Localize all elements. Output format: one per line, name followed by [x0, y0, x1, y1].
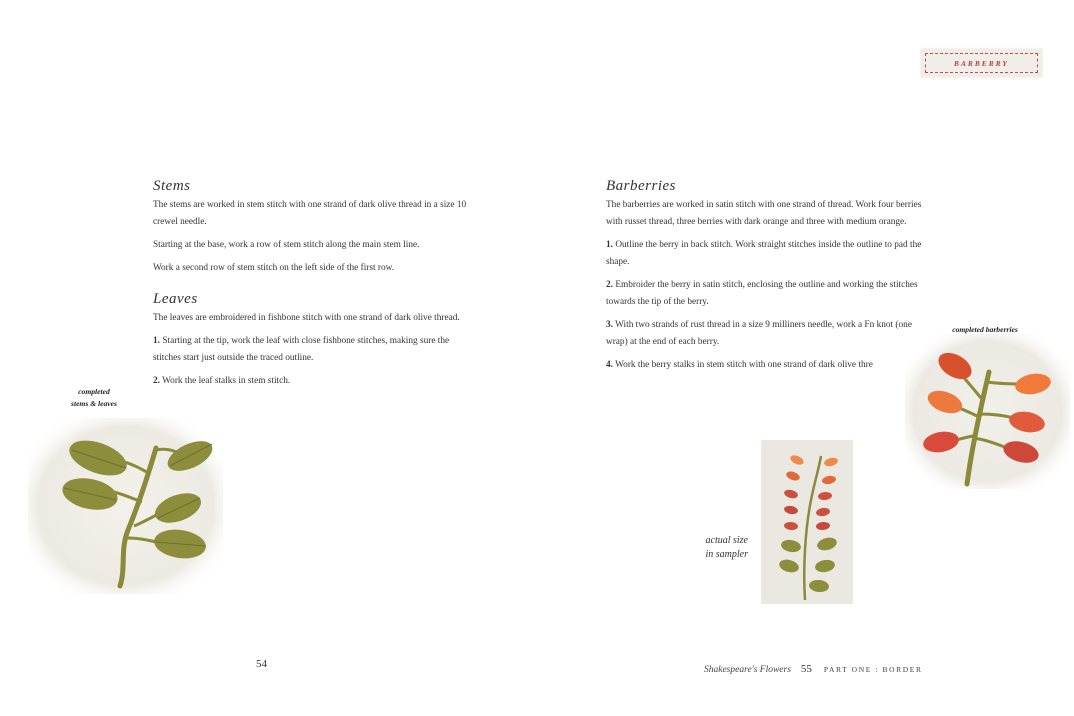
stems-heading: Stems	[153, 178, 191, 194]
sampler-berry	[783, 505, 798, 515]
barberries-step-2	[606, 277, 928, 311]
sampler-leaf	[780, 538, 802, 553]
caption-completed-barberries: completed barberries	[952, 325, 1018, 334]
leaves-step-2-text: Work the leaf stalks in stem stitch.	[162, 376, 291, 386]
footer-part-label: PART ONE : BORDER	[823, 665, 923, 674]
sampler-berry	[785, 470, 801, 482]
sampler-berry	[821, 475, 836, 485]
stems-paragraph-1: The stems are worked in stem stitch with one strand of dark olive thread in a size 10 crewel needle.	[153, 200, 467, 227]
sampler-berry	[783, 488, 799, 499]
barberries-step-2-text: Embroider the berry in satin stitch, enclosing the outline and working the stitches towards the tip of the berry.	[606, 280, 918, 307]
stems-leaves-embroidery-image	[28, 418, 223, 594]
barberries-paragraph-1: The barberries are worked in satin stitch with one strand of thread. Work four berries with russet thread, three berries with dark orange and three with medium orange.	[606, 200, 922, 227]
right-column	[606, 178, 928, 380]
caption-actual-size-line2: in sampler	[705, 549, 748, 560]
sampler-berry	[823, 456, 839, 467]
barberries-step-1-text: Outline the berry in back stitch. Work straight stitches inside the outline to pad the shape.	[606, 240, 922, 267]
right-footer	[704, 659, 923, 677]
sampler-berry	[789, 453, 805, 466]
barberries-step-4-text: Work the berry stalks in stem stitch with one strand of dark olive thre	[615, 360, 873, 370]
sampler-leaf	[809, 579, 830, 593]
leaves-step-1	[153, 333, 471, 367]
sampler-berry	[816, 507, 831, 517]
barberries-step-3-number: 3.	[606, 320, 613, 330]
barberries-step-3	[606, 317, 928, 351]
stems-leaves-illustration	[28, 418, 223, 594]
leaves-step-1-number: 1.	[153, 336, 160, 346]
sampler-leaf	[816, 536, 838, 553]
leaves-step-2-number: 2.	[153, 376, 160, 386]
sampler-berry	[784, 521, 799, 530]
caption-stems-leaves	[44, 386, 144, 410]
sampler-leaf	[814, 558, 836, 573]
barberries-step-4-number: 4.	[606, 360, 613, 370]
sampler-berry	[816, 521, 831, 530]
barberries-step-3-text: With two strands of rust thread in a size 9 milliners needle, work a Fn knot (one wrap) at the end of each berry.	[606, 320, 912, 347]
caption-actual-size	[690, 534, 748, 562]
barberries-step-1	[606, 237, 928, 271]
footer-book-title: Shakespeare's Flowers	[704, 665, 791, 675]
left-page-number: 54	[256, 658, 267, 670]
section-tag	[921, 49, 1042, 77]
sampler-leaf	[778, 558, 800, 575]
sampler-berry	[818, 491, 833, 500]
sampler-illustration	[761, 440, 853, 604]
sampler-image	[761, 440, 853, 604]
leaves-step-1-text: Starting at the tip, work the leaf with close fishbone stitches, making sure the stitches start just outside the traced outline.	[153, 336, 450, 363]
right-page-number: 55	[800, 663, 812, 675]
leaves-step-2	[153, 373, 471, 390]
stems-paragraph-3: Work a second row of stem stitch on the left side of the first row.	[153, 263, 395, 273]
tag-border	[925, 53, 1038, 73]
barberries-step-4	[606, 357, 928, 374]
tag-label: BARBERRY	[954, 58, 1009, 68]
fabric-background	[905, 334, 1070, 489]
caption-actual-size-line1: actual size	[705, 535, 748, 546]
barberries-step-1-number: 1.	[606, 240, 613, 250]
leaves-heading: Leaves	[153, 291, 198, 307]
barberries-step-2-number: 2.	[606, 280, 613, 290]
leaves-paragraph-1: The leaves are embroidered in fishbone stitch with one strand of dark olive thread.	[153, 313, 460, 323]
barberries-illustration	[905, 334, 1070, 489]
sampler-berries	[783, 453, 839, 530]
barberries-embroidery-image	[905, 334, 1070, 489]
left-column	[153, 178, 471, 396]
caption-stems-leaves-line1: completed	[78, 387, 110, 396]
barberries-heading: Barberries	[606, 178, 676, 194]
sampler-leaves	[778, 536, 838, 593]
caption-stems-leaves-line2: stems & leaves	[71, 399, 117, 408]
stems-paragraph-2: Starting at the base, work a row of stem stitch along the main stem line.	[153, 240, 420, 250]
